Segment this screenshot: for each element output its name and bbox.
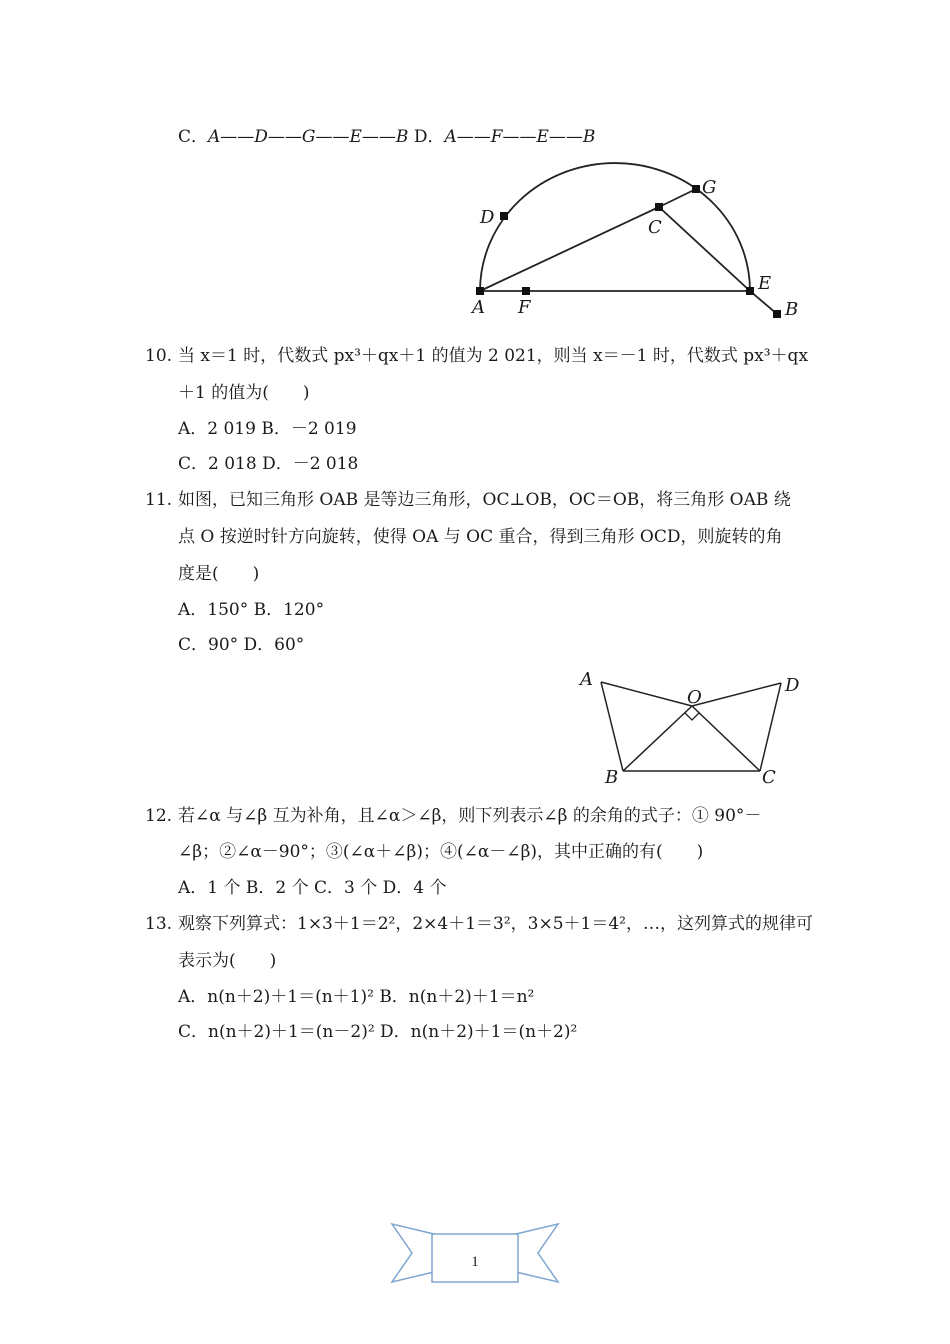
q13-line1: 观察下列算式：1×3＋1＝2²，2×4＋1＝3²，3×5＋1＝4²，…，这列算式的规律可 — [178, 914, 813, 934]
label-C: C — [648, 217, 662, 238]
q12-line1: 若∠α 与∠β 互为补角，且∠α＞∠β，则下列表示∠β 的余角的式子：① 90°－ — [178, 806, 762, 826]
q10-line2: ＋1 的值为( ) — [178, 383, 310, 403]
segment-AB — [601, 682, 623, 771]
label-D: D — [480, 207, 495, 228]
q9-option-c-path: A——D——G——E——B — [208, 127, 409, 147]
q11-line3: 度是( ) — [178, 564, 260, 584]
ribbon-left-tail — [392, 1224, 434, 1282]
page-number: 1 — [471, 1254, 479, 1270]
point-A — [476, 287, 484, 295]
page-number-ribbon — [390, 1220, 560, 1286]
q12-options: A．1 个 B．2 个 C．3 个 D．4 个 — [178, 878, 447, 898]
q13-options-ab: A．n(n＋2)＋1＝(n＋1)² B．n(n＋2)＋1＝n² — [178, 987, 535, 1007]
label-C: C — [762, 767, 776, 788]
q9-figure — [460, 155, 820, 330]
segment-CE — [659, 207, 750, 291]
point-D — [500, 212, 508, 220]
q11-number: 11. — [145, 490, 173, 510]
segment-DC — [760, 683, 781, 771]
segment-OB — [623, 706, 692, 771]
q9-option-c-label: C． — [178, 127, 209, 147]
point-E — [746, 287, 754, 295]
q13-line2: 表示为( ) — [178, 951, 277, 971]
q11-figure — [570, 665, 810, 795]
segment-OD — [692, 683, 781, 706]
point-G — [692, 185, 700, 193]
label-E: E — [758, 273, 772, 294]
label-B: B — [605, 767, 619, 788]
q10-options-cd: C．2 018 D．－2 018 — [178, 454, 359, 474]
segment-AO — [601, 682, 692, 706]
label-D: D — [785, 675, 800, 696]
label-B: B — [785, 299, 799, 320]
q9-option-d-label: D． — [413, 127, 445, 147]
label-O: O — [687, 687, 702, 708]
label-A: A — [580, 669, 593, 690]
q11-options-cd: C．90° D．60° — [178, 635, 305, 655]
segment-EB — [750, 291, 777, 314]
q9-option-d-path: A——F——E——B — [444, 127, 596, 147]
q13-number: 13. — [145, 914, 173, 934]
point-C — [655, 203, 663, 211]
segment-OC — [692, 706, 760, 771]
q10-options-ab: A．2 019 B．－2 019 — [178, 419, 357, 439]
right-angle-mark — [685, 713, 699, 720]
q9-options-cd — [178, 126, 595, 148]
segment-CG — [659, 189, 696, 207]
label-A: A — [472, 297, 485, 318]
q11-options-ab: A．150° B．120° — [178, 600, 325, 620]
q10-number: 10. — [145, 346, 173, 366]
q12-number: 12. — [145, 806, 173, 826]
ribbon-right-tail — [516, 1224, 558, 1282]
point-B — [773, 310, 781, 318]
q11-line2: 点 O 按逆时针方向旋转，使得 OA 与 OC 重合，得到三角形 OCD，则旋转的角 — [178, 527, 783, 547]
label-F: F — [518, 297, 531, 318]
point-F — [522, 287, 530, 295]
q12-line2: ∠β；②∠α－90°；③(∠α＋∠β)；④(∠α－∠β)，其中正确的有( ) — [178, 842, 704, 862]
q11-line1: 如图，已知三角形 OAB 是等边三角形，OC⊥OB，OC＝OB，将三角形 OAB 绕 — [178, 490, 791, 510]
q10-line1: 当 x＝1 时，代数式 px³＋qx＋1 的值为 2 021，则当 x＝－1 时，代数式 px³＋qx — [178, 346, 809, 366]
label-G: G — [702, 177, 717, 198]
q13-options-cd: C．n(n＋2)＋1＝(n－2)² D．n(n＋2)＋1＝(n＋2)² — [178, 1022, 578, 1042]
